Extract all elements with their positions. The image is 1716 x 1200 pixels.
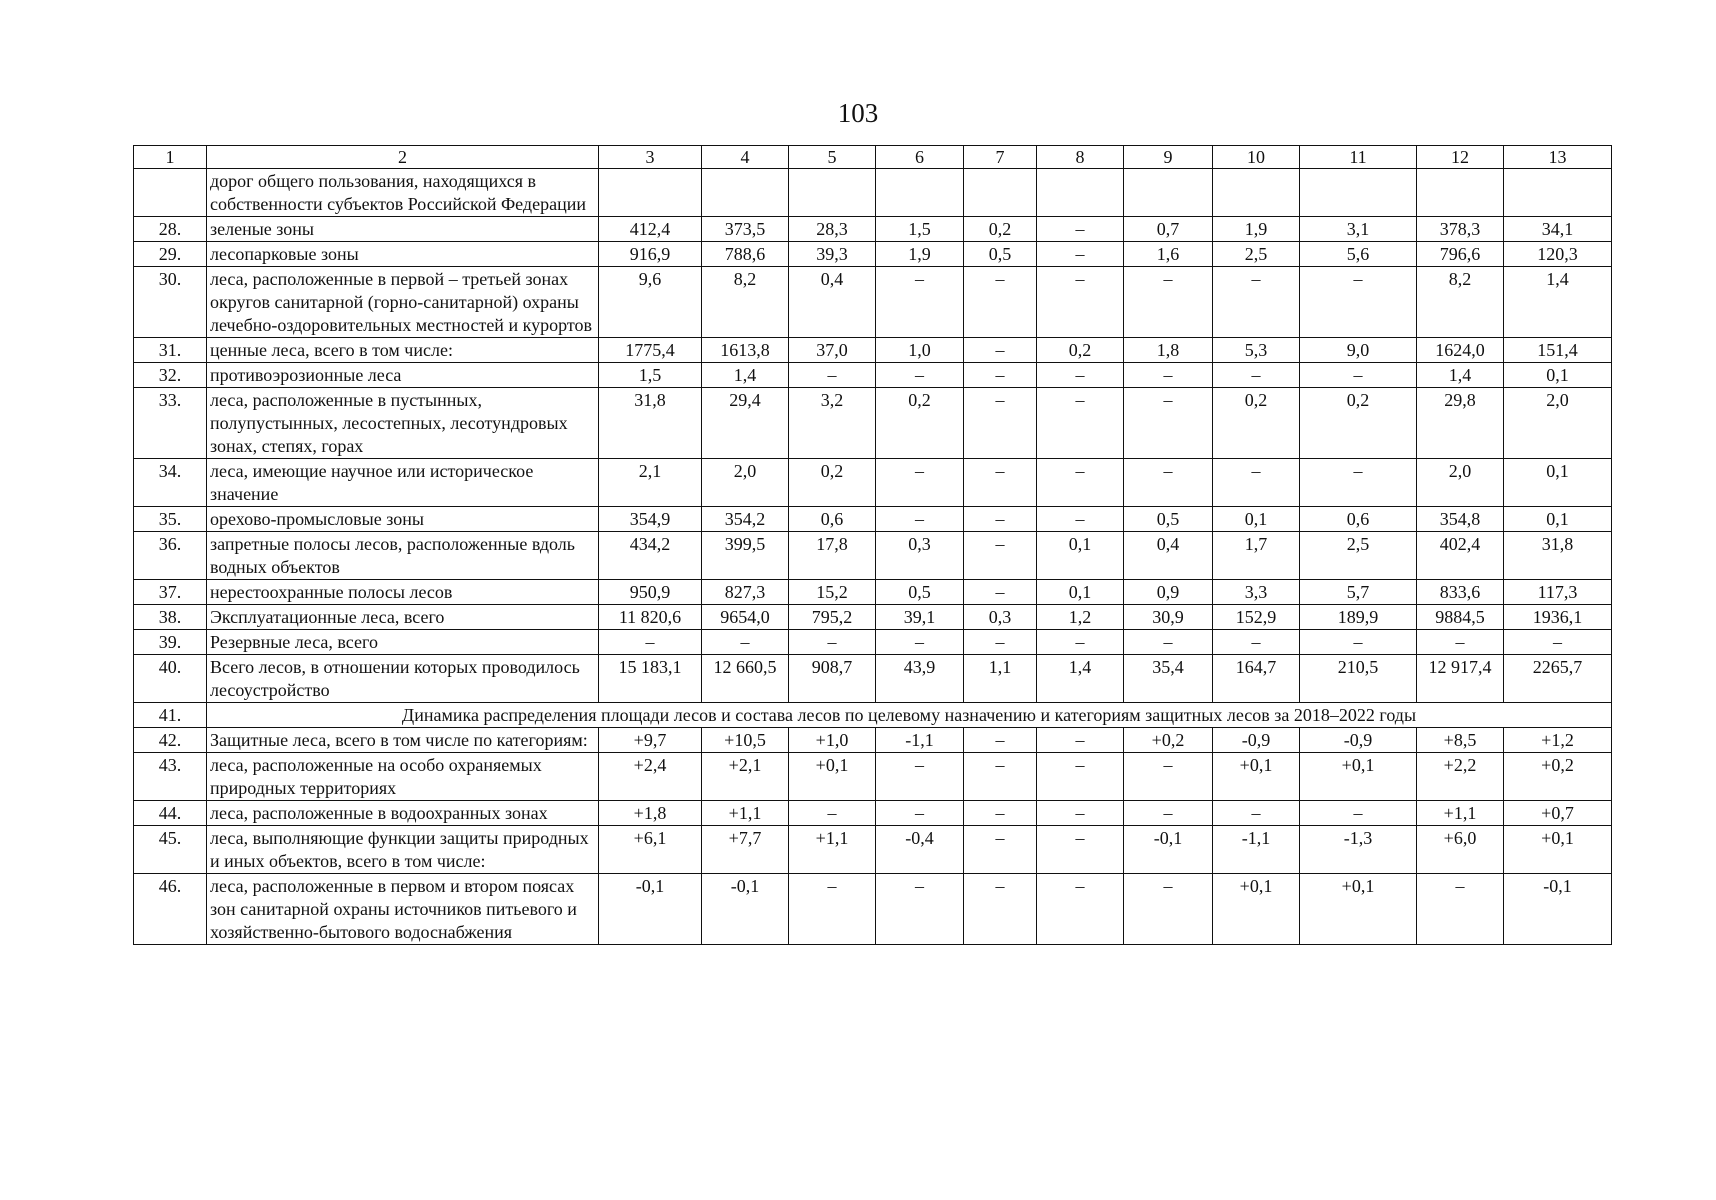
value-cell [599, 169, 702, 217]
table-row [134, 267, 1612, 338]
value-cell: – [1300, 801, 1417, 826]
header-row [134, 146, 1612, 169]
row-number: 40. [134, 655, 207, 703]
table-row [134, 580, 1612, 605]
table-row [134, 507, 1612, 532]
value-cell: 30,9 [1124, 605, 1213, 630]
value-cell: – [1213, 267, 1300, 338]
table-header [134, 146, 1612, 169]
table-row [134, 703, 1612, 728]
value-cell: – [964, 630, 1037, 655]
value-cell: +0,1 [1213, 874, 1300, 945]
value-cell: 1,4 [1037, 655, 1124, 703]
value-cell: 0,5 [1124, 507, 1213, 532]
value-cell: – [876, 753, 964, 801]
table-row [134, 630, 1612, 655]
value-cell: 0,5 [964, 242, 1037, 267]
value-cell: +2,4 [599, 753, 702, 801]
table-row [134, 217, 1612, 242]
value-cell: 37,0 [789, 338, 876, 363]
table-row [134, 532, 1612, 580]
column-header: 4 [702, 146, 789, 169]
value-cell: 11 820,6 [599, 605, 702, 630]
value-cell: 17,8 [789, 532, 876, 580]
value-cell: 908,7 [789, 655, 876, 703]
value-cell: 3,1 [1300, 217, 1417, 242]
value-cell: 31,8 [599, 388, 702, 459]
value-cell: +2,2 [1417, 753, 1504, 801]
row-label: леса, расположенные на особо охраняемых природных территориях [207, 753, 599, 801]
row-label: орехово-промысловые зоны [207, 507, 599, 532]
value-cell: 378,3 [1417, 217, 1504, 242]
value-cell: – [789, 630, 876, 655]
value-cell: 15,2 [789, 580, 876, 605]
value-cell: – [964, 459, 1037, 507]
value-cell: – [1124, 874, 1213, 945]
row-number: 33. [134, 388, 207, 459]
value-cell: – [1124, 630, 1213, 655]
value-cell: 0,1 [1504, 363, 1612, 388]
value-cell: 1,0 [876, 338, 964, 363]
value-cell: 0,4 [1124, 532, 1213, 580]
value-cell: 8,2 [1417, 267, 1504, 338]
table-row [134, 169, 1612, 217]
value-cell: – [1037, 801, 1124, 826]
forest-data-table [133, 145, 1612, 945]
table-row [134, 242, 1612, 267]
value-cell: 1,5 [876, 217, 964, 242]
value-cell: 0,2 [1037, 338, 1124, 363]
value-cell: 1775,4 [599, 338, 702, 363]
value-cell: – [964, 532, 1037, 580]
value-cell: 35,4 [1124, 655, 1213, 703]
row-number: 31. [134, 338, 207, 363]
value-cell: – [1124, 363, 1213, 388]
value-cell: – [876, 630, 964, 655]
value-cell: 3,2 [789, 388, 876, 459]
column-header: 2 [207, 146, 599, 169]
value-cell: – [964, 363, 1037, 388]
value-cell: – [599, 630, 702, 655]
value-cell: – [1300, 267, 1417, 338]
column-header: 13 [1504, 146, 1612, 169]
value-cell: – [1300, 459, 1417, 507]
value-cell: 120,3 [1504, 242, 1612, 267]
row-number: 44. [134, 801, 207, 826]
row-label: нерестоохранные полосы лесов [207, 580, 599, 605]
table-row [134, 728, 1612, 753]
value-cell: – [1037, 363, 1124, 388]
value-cell: 0,2 [1213, 388, 1300, 459]
row-number: 38. [134, 605, 207, 630]
value-cell: 9,6 [599, 267, 702, 338]
table-row [134, 826, 1612, 874]
row-label: леса, расположенные в водоохранных зонах [207, 801, 599, 826]
value-cell: 412,4 [599, 217, 702, 242]
row-number: 46. [134, 874, 207, 945]
value-cell: 151,4 [1504, 338, 1612, 363]
value-cell: – [1037, 388, 1124, 459]
value-cell: 5,3 [1213, 338, 1300, 363]
value-cell: +0,1 [1300, 753, 1417, 801]
column-header: 12 [1417, 146, 1504, 169]
value-cell: 0,1 [1504, 459, 1612, 507]
row-number: 32. [134, 363, 207, 388]
value-cell: 0,6 [789, 507, 876, 532]
value-cell: 373,5 [702, 217, 789, 242]
value-cell: 1613,8 [702, 338, 789, 363]
value-cell: 795,2 [789, 605, 876, 630]
value-cell: – [876, 267, 964, 338]
value-cell: -0,9 [1213, 728, 1300, 753]
value-cell: 210,5 [1300, 655, 1417, 703]
value-cell: – [1037, 753, 1124, 801]
row-number: 42. [134, 728, 207, 753]
value-cell: 29,8 [1417, 388, 1504, 459]
table-row [134, 655, 1612, 703]
value-cell: 28,3 [789, 217, 876, 242]
table-row [134, 874, 1612, 945]
row-label: зеленые зоны [207, 217, 599, 242]
value-cell: – [1417, 874, 1504, 945]
value-cell: – [876, 801, 964, 826]
row-number [134, 169, 207, 217]
value-cell: – [789, 801, 876, 826]
row-number: 28. [134, 217, 207, 242]
value-cell: – [876, 507, 964, 532]
value-cell: +7,7 [702, 826, 789, 874]
value-cell: 12 917,4 [1417, 655, 1504, 703]
value-cell: – [964, 753, 1037, 801]
value-cell: 12 660,5 [702, 655, 789, 703]
column-header: 1 [134, 146, 207, 169]
value-cell [1417, 169, 1504, 217]
value-cell: +0,2 [1124, 728, 1213, 753]
value-cell: +6,1 [599, 826, 702, 874]
row-label: ценные леса, всего в том числе: [207, 338, 599, 363]
value-cell [1504, 169, 1612, 217]
value-cell: 399,5 [702, 532, 789, 580]
value-cell: 15 183,1 [599, 655, 702, 703]
value-cell [876, 169, 964, 217]
value-cell: – [1213, 630, 1300, 655]
value-cell: 152,9 [1213, 605, 1300, 630]
value-cell: 34,1 [1504, 217, 1612, 242]
value-cell: 1,9 [876, 242, 964, 267]
value-cell: 434,2 [599, 532, 702, 580]
value-cell: +1,1 [702, 801, 789, 826]
value-cell: 2265,7 [1504, 655, 1612, 703]
row-number: 43. [134, 753, 207, 801]
value-cell: – [964, 874, 1037, 945]
value-cell: -1,1 [876, 728, 964, 753]
value-cell: – [1300, 630, 1417, 655]
value-cell: 2,0 [1417, 459, 1504, 507]
value-cell: – [964, 826, 1037, 874]
value-cell: 39,3 [789, 242, 876, 267]
value-cell: 39,1 [876, 605, 964, 630]
value-cell: 9884,5 [1417, 605, 1504, 630]
value-cell: 2,1 [599, 459, 702, 507]
value-cell: +2,1 [702, 753, 789, 801]
value-cell: 0,1 [1213, 507, 1300, 532]
value-cell: 0,3 [876, 532, 964, 580]
row-label: Защитные леса, всего в том числе по категориям: [207, 728, 599, 753]
row-label: леса, расположенные в пустынных, полупустынных, лесостепных, лесотундровых зонах, степях, горах [207, 388, 599, 459]
value-cell [1213, 169, 1300, 217]
value-cell: 0,1 [1504, 507, 1612, 532]
value-cell: 0,1 [1037, 580, 1124, 605]
value-cell: 1,4 [702, 363, 789, 388]
value-cell: 8,2 [702, 267, 789, 338]
value-cell: -0,1 [1504, 874, 1612, 945]
value-cell [702, 169, 789, 217]
table-row [134, 605, 1612, 630]
value-cell: 1,4 [1417, 363, 1504, 388]
value-cell: – [1037, 728, 1124, 753]
value-cell: 2,5 [1300, 532, 1417, 580]
value-cell: +0,1 [1504, 826, 1612, 874]
value-cell: -0,1 [599, 874, 702, 945]
value-cell: 31,8 [1504, 532, 1612, 580]
row-label: запретные полосы лесов, расположенные вдоль водных объектов [207, 532, 599, 580]
value-cell: – [1037, 874, 1124, 945]
column-header: 7 [964, 146, 1037, 169]
value-cell: +10,5 [702, 728, 789, 753]
row-label: лесопарковые зоны [207, 242, 599, 267]
column-header: 10 [1213, 146, 1300, 169]
value-cell: 1,1 [964, 655, 1037, 703]
value-cell: 0,1 [1037, 532, 1124, 580]
value-cell: 164,7 [1213, 655, 1300, 703]
value-cell: – [789, 363, 876, 388]
value-cell: – [1037, 826, 1124, 874]
value-cell: – [964, 801, 1037, 826]
value-cell: – [1037, 217, 1124, 242]
value-cell: 1,7 [1213, 532, 1300, 580]
value-cell: 354,2 [702, 507, 789, 532]
value-cell: +0,7 [1504, 801, 1612, 826]
value-cell: 796,6 [1417, 242, 1504, 267]
value-cell: 0,2 [1300, 388, 1417, 459]
table-row [134, 338, 1612, 363]
column-header: 9 [1124, 146, 1213, 169]
value-cell: 1,8 [1124, 338, 1213, 363]
value-cell: 0,6 [1300, 507, 1417, 532]
value-cell: +8,5 [1417, 728, 1504, 753]
value-cell: 9,0 [1300, 338, 1417, 363]
value-cell: +9,7 [599, 728, 702, 753]
page-number: 103 [837, 98, 879, 128]
value-cell: 1936,1 [1504, 605, 1612, 630]
value-cell: 0,9 [1124, 580, 1213, 605]
value-cell: – [876, 874, 964, 945]
row-label: леса, имеющие научное или историческое значение [207, 459, 599, 507]
value-cell: – [964, 728, 1037, 753]
table-row [134, 363, 1612, 388]
table-row [134, 388, 1612, 459]
value-cell: -0,9 [1300, 728, 1417, 753]
value-cell [1037, 169, 1124, 217]
row-label: противоэрозионные леса [207, 363, 599, 388]
row-number: 29. [134, 242, 207, 267]
value-cell: -1,3 [1300, 826, 1417, 874]
value-cell: – [1504, 630, 1612, 655]
value-cell: 950,9 [599, 580, 702, 605]
row-number: 45. [134, 826, 207, 874]
row-label: Резервные леса, всего [207, 630, 599, 655]
value-cell: – [1037, 267, 1124, 338]
value-cell: 5,6 [1300, 242, 1417, 267]
value-cell: 189,9 [1300, 605, 1417, 630]
value-cell: – [1124, 267, 1213, 338]
column-header: 6 [876, 146, 964, 169]
value-cell: – [1037, 459, 1124, 507]
column-header: 11 [1300, 146, 1417, 169]
value-cell: 117,3 [1504, 580, 1612, 605]
value-cell: +1,0 [789, 728, 876, 753]
value-cell: – [964, 388, 1037, 459]
value-cell: – [1037, 242, 1124, 267]
value-cell: – [1213, 801, 1300, 826]
column-header: 5 [789, 146, 876, 169]
value-cell: +0,1 [1213, 753, 1300, 801]
value-cell: 354,8 [1417, 507, 1504, 532]
column-header: 3 [599, 146, 702, 169]
row-number: 39. [134, 630, 207, 655]
value-cell: 0,2 [789, 459, 876, 507]
value-cell: 402,4 [1417, 532, 1504, 580]
value-cell: 1,5 [599, 363, 702, 388]
value-cell: – [1213, 459, 1300, 507]
table-body [134, 169, 1612, 945]
table-row [134, 459, 1612, 507]
table-row [134, 753, 1612, 801]
row-label: леса, выполняющие функции защиты природных и иных объектов, всего в том числе: [207, 826, 599, 874]
value-cell: – [876, 363, 964, 388]
value-cell: +1,1 [1417, 801, 1504, 826]
value-cell: – [964, 507, 1037, 532]
value-cell: – [1124, 388, 1213, 459]
value-cell: +1,1 [789, 826, 876, 874]
value-cell [1300, 169, 1417, 217]
value-cell: 916,9 [599, 242, 702, 267]
value-cell: – [1037, 630, 1124, 655]
row-number: 30. [134, 267, 207, 338]
value-cell [789, 169, 876, 217]
value-cell: +1,2 [1504, 728, 1612, 753]
value-cell: 1,4 [1504, 267, 1612, 338]
row-label: леса, расположенные в первой – третьей зонах округов санитарной (горно-санитарной) охраны лечебно-оздоровительных местностей и курортов [207, 267, 599, 338]
value-cell: +0,2 [1504, 753, 1612, 801]
value-cell [964, 169, 1037, 217]
value-cell: – [1124, 459, 1213, 507]
value-cell: – [964, 267, 1037, 338]
value-cell: +1,8 [599, 801, 702, 826]
value-cell: 354,9 [599, 507, 702, 532]
value-cell: -1,1 [1213, 826, 1300, 874]
row-label: леса, расположенные в первом и втором поясах зон санитарной охраны источников питьевого и хозяйственно-бытового водоснабжения [207, 874, 599, 945]
value-cell: – [964, 580, 1037, 605]
row-number: 35. [134, 507, 207, 532]
value-cell: 827,3 [702, 580, 789, 605]
value-cell: 0,5 [876, 580, 964, 605]
value-cell: 5,7 [1300, 580, 1417, 605]
value-cell: 43,9 [876, 655, 964, 703]
value-cell: +6,0 [1417, 826, 1504, 874]
row-label: Всего лесов, в отношении которых проводилось лесоустройство [207, 655, 599, 703]
column-header: 8 [1037, 146, 1124, 169]
value-cell: 0,2 [876, 388, 964, 459]
row-label: Эксплуатационные леса, всего [207, 605, 599, 630]
value-cell: – [1037, 507, 1124, 532]
value-cell: 1624,0 [1417, 338, 1504, 363]
value-cell: – [1213, 363, 1300, 388]
value-cell: 0,7 [1124, 217, 1213, 242]
value-cell: 0,3 [964, 605, 1037, 630]
value-cell: 833,6 [1417, 580, 1504, 605]
value-cell: 29,4 [702, 388, 789, 459]
value-cell: 1,9 [1213, 217, 1300, 242]
value-cell: – [876, 459, 964, 507]
value-cell: – [964, 338, 1037, 363]
value-cell: – [702, 630, 789, 655]
value-cell: +0,1 [1300, 874, 1417, 945]
value-cell: 3,3 [1213, 580, 1300, 605]
value-cell: 1,6 [1124, 242, 1213, 267]
value-cell: 0,4 [789, 267, 876, 338]
value-cell: – [1124, 801, 1213, 826]
value-cell: 0,2 [964, 217, 1037, 242]
table-row [134, 801, 1612, 826]
value-cell: 2,0 [1504, 388, 1612, 459]
value-cell: – [1417, 630, 1504, 655]
value-cell: 2,5 [1213, 242, 1300, 267]
row-number: 36. [134, 532, 207, 580]
row-label: дорог общего пользования, находящихся в собственности субъектов Российской Федерации [207, 169, 599, 217]
row-number: 37. [134, 580, 207, 605]
value-cell: -0,4 [876, 826, 964, 874]
value-cell: -0,1 [702, 874, 789, 945]
value-cell: 9654,0 [702, 605, 789, 630]
value-cell: 2,0 [702, 459, 789, 507]
value-cell: – [1300, 363, 1417, 388]
value-cell: +0,1 [789, 753, 876, 801]
value-cell: – [789, 874, 876, 945]
value-cell: – [1124, 753, 1213, 801]
section-title: Динамика распределения площади лесов и состава лесов по целевому назначению и категориям защитных лесов за 2018–2022 годы [207, 703, 1612, 728]
value-cell [1124, 169, 1213, 217]
value-cell: 788,6 [702, 242, 789, 267]
row-number: 34. [134, 459, 207, 507]
row-number: 41. [134, 703, 207, 728]
value-cell: 1,2 [1037, 605, 1124, 630]
value-cell: -0,1 [1124, 826, 1213, 874]
